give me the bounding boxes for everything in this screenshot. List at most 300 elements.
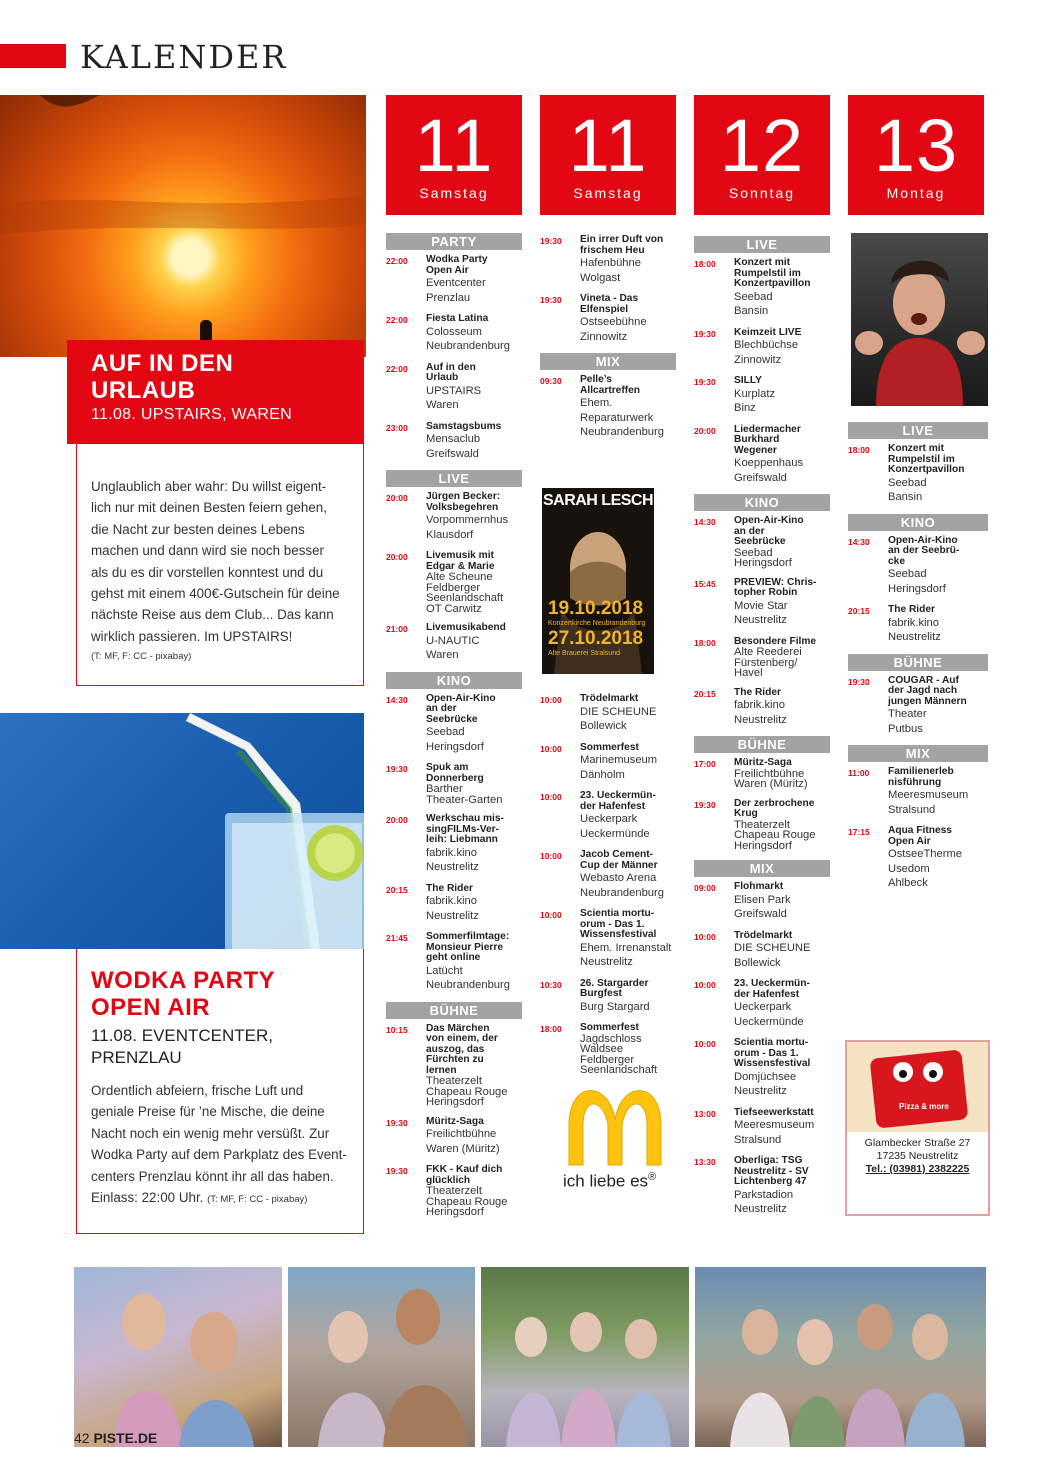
festival-photo-1 bbox=[74, 1267, 282, 1447]
event-body bbox=[426, 1165, 522, 1218]
event-venue: Neustrelitz bbox=[734, 1085, 787, 1097]
event-venue: Theater bbox=[888, 708, 927, 720]
header-accent-bar bbox=[0, 44, 66, 68]
event-name: Scientia mortu- bbox=[580, 908, 655, 919]
festival-photo-3 bbox=[481, 1267, 689, 1447]
artist-portrait-photo bbox=[851, 233, 988, 406]
event-body bbox=[734, 799, 830, 852]
event-venue: Webasto Arena bbox=[580, 872, 657, 884]
event-name: 26. Stargarder bbox=[580, 977, 649, 989]
event-body bbox=[580, 1023, 676, 1076]
event-venue: UPSTAIRS bbox=[426, 384, 482, 397]
event-name: Aqua Fitness bbox=[888, 825, 952, 836]
event-entry bbox=[386, 763, 522, 805]
event-venue: Heringsdorf bbox=[888, 582, 946, 595]
event-venue: fabrik.kino bbox=[734, 699, 785, 711]
feature-wodka-title-2: OPEN AIR bbox=[91, 994, 211, 1021]
event-name: singFILMs-Ver- bbox=[426, 823, 500, 835]
event-body bbox=[734, 1038, 830, 1099]
drink-photo bbox=[0, 713, 364, 949]
event-entry bbox=[848, 605, 988, 645]
event-name: auszog, das bbox=[426, 1043, 485, 1055]
date-card-4 bbox=[848, 95, 984, 215]
event-name: Open-Air-Kino bbox=[734, 515, 804, 526]
event-venue: Neustrelitz bbox=[734, 614, 787, 626]
event-entry bbox=[386, 1165, 522, 1218]
event-time: 20:15 bbox=[386, 884, 408, 895]
event-name: Oberliga: TSG bbox=[734, 1155, 803, 1166]
event-name: Besondere Filme bbox=[734, 635, 817, 647]
event-body bbox=[734, 931, 830, 971]
event-name: Open-Air-Kino bbox=[888, 534, 958, 546]
event-name: The Rider bbox=[888, 604, 935, 615]
event-venue: Putbus bbox=[888, 722, 923, 735]
event-venue: Heringsdorf bbox=[734, 557, 792, 569]
event-entry bbox=[694, 516, 830, 569]
event-time: 10:30 bbox=[540, 979, 562, 990]
event-time: 10:00 bbox=[540, 695, 562, 705]
event-body bbox=[734, 688, 830, 728]
event-name: lernen bbox=[426, 1064, 457, 1076]
event-venue: Freilichtbühne bbox=[426, 1128, 497, 1140]
event-venue: Seebad bbox=[888, 568, 927, 580]
event-name: Open Air bbox=[888, 835, 931, 847]
event-venue: Elisen Park bbox=[734, 893, 791, 906]
date-number: 13 bbox=[873, 104, 959, 187]
event-time: 19:30 bbox=[386, 764, 408, 774]
event-time: 20:00 bbox=[386, 552, 408, 562]
event-venue: Seenlandschaft bbox=[580, 1064, 658, 1076]
event-venue: Colosseum bbox=[426, 325, 482, 338]
event-name: Jacob Cement- bbox=[580, 849, 654, 860]
event-body bbox=[734, 376, 830, 416]
feature-upstairs-title-1: AUF IN DEN bbox=[91, 350, 234, 377]
event-time: 14:30 bbox=[848, 536, 870, 547]
event-venue: Heringsdorf bbox=[426, 740, 484, 753]
date-card-1 bbox=[386, 95, 522, 215]
event-body bbox=[734, 882, 830, 922]
event-name: Werkschau mis- bbox=[426, 813, 504, 824]
event-venue: Meeresmuseum bbox=[888, 789, 969, 801]
event-entry bbox=[540, 375, 676, 440]
event-venue: Waren bbox=[426, 399, 459, 411]
event-name: Seebrücke bbox=[426, 713, 478, 725]
event-body bbox=[734, 425, 830, 486]
event-name: an der bbox=[734, 525, 765, 537]
event-time: 11:00 bbox=[848, 768, 870, 778]
event-entry bbox=[694, 425, 830, 486]
event-body bbox=[580, 694, 676, 734]
event-time: 10:00 bbox=[540, 792, 562, 802]
event-body bbox=[426, 1117, 522, 1157]
event-name: Liedermacher bbox=[734, 423, 801, 435]
event-name: Monsieur Pierre bbox=[426, 941, 503, 953]
event-name: Der zerbrochene bbox=[734, 797, 815, 809]
event-venue: Fürstenberg/ bbox=[734, 656, 798, 669]
event-time: 20:15 bbox=[848, 606, 870, 616]
event-body bbox=[426, 422, 522, 462]
site-name: PISTE.DE bbox=[93, 1430, 158, 1446]
event-name: Samstagsbums bbox=[426, 420, 502, 432]
event-name: cke bbox=[888, 555, 905, 567]
event-name: Open-Air-Kino bbox=[426, 692, 496, 704]
event-entry bbox=[386, 255, 522, 305]
event-venue: Zinnowitz bbox=[580, 330, 628, 343]
event-venue: Neustrelitz bbox=[734, 1203, 787, 1215]
event-venue: Theaterzelt bbox=[426, 1185, 482, 1197]
feature-wodka-text: Ordentlich abfeiern, frische Luft und geniale Preise für ’ne Mische, die deine Nacht noch ein wenig mehr versüßt. Zur Wodka Party auf dem Parkplatz des Event- centers Prenzlau könnt ihr all das haben. Einlass: 22:00 Uhr. (T: MF, F: CC - pixabay) bbox=[91, 1083, 347, 1206]
category-header: KINO bbox=[848, 514, 988, 531]
event-time: 19:30 bbox=[386, 1117, 408, 1128]
mcdonalds-slogan: ich liebe es® bbox=[563, 1171, 657, 1191]
event-name: Ein irrer Duft von bbox=[580, 234, 664, 245]
event-venue: Theater-Garten bbox=[426, 793, 503, 806]
poster-title: SARAH LESCH bbox=[542, 492, 654, 509]
event-time: 14:30 bbox=[694, 517, 716, 527]
page-footer bbox=[74, 1430, 157, 1446]
calendar-column-2-bottom bbox=[540, 694, 676, 1085]
pizza-logo-icon bbox=[847, 1042, 988, 1132]
event-entry bbox=[694, 1156, 830, 1217]
festival-crowd-illustration bbox=[74, 1267, 282, 1447]
event-venue: Reparaturwerk bbox=[580, 411, 654, 424]
event-body bbox=[734, 328, 830, 368]
event-body bbox=[888, 826, 988, 891]
event-venue: Klausdorf bbox=[426, 528, 474, 541]
event-entry bbox=[694, 1108, 830, 1148]
drink-glass-illustration bbox=[0, 713, 364, 949]
airplane-silhouette bbox=[0, 95, 366, 357]
event-time: 14:30 bbox=[386, 694, 408, 705]
event-time: 15:45 bbox=[694, 578, 716, 589]
feature-wodka-credit: (T: MF, F: CC - pixabay) bbox=[207, 1194, 308, 1206]
event-venue: Freilichtbühne bbox=[734, 767, 805, 780]
event-time: 19:30 bbox=[694, 377, 716, 387]
event-entry bbox=[694, 758, 830, 790]
event-time: 10:00 bbox=[694, 931, 716, 942]
event-venue: Usedom bbox=[888, 862, 930, 875]
event-name: Urlaub bbox=[426, 372, 459, 383]
event-venue: OstseeTherme bbox=[888, 848, 962, 860]
calendar-column-4 bbox=[848, 422, 988, 900]
event-entry bbox=[386, 492, 522, 542]
event-venue: Ueckerpark bbox=[734, 1001, 792, 1013]
event-entry bbox=[694, 799, 830, 852]
event-time: 13:30 bbox=[694, 1157, 716, 1167]
event-time: 21:00 bbox=[386, 624, 408, 634]
event-entry bbox=[540, 909, 676, 970]
event-entry bbox=[386, 623, 522, 663]
event-name: Flohmarkt bbox=[734, 881, 784, 892]
event-time: 22:00 bbox=[386, 256, 408, 266]
event-name: Wissensfestival bbox=[734, 1058, 811, 1069]
pizza-address: Glambecker Straße 27 17235 Neustrelitz Tel.: (03981) 2382225 bbox=[864, 1137, 971, 1175]
event-venue: Bollewick bbox=[734, 956, 781, 969]
event-name: Tiefseewerkstatt bbox=[734, 1106, 814, 1118]
event-venue: Latücht bbox=[426, 964, 463, 977]
event-name: Keimzeit LIVE bbox=[734, 326, 802, 338]
event-entry bbox=[694, 688, 830, 728]
event-time: 21:45 bbox=[386, 933, 408, 943]
event-entry bbox=[540, 694, 676, 734]
event-name: jungen Männern bbox=[888, 695, 967, 707]
category-header: MIX bbox=[540, 353, 676, 370]
event-name: FKK - Kauf dich bbox=[426, 1164, 503, 1175]
event-venue: Stralsund bbox=[734, 1133, 782, 1146]
event-venue: Chapeau Rouge bbox=[426, 1195, 508, 1208]
event-venue: Greifswald bbox=[734, 908, 787, 920]
event-name: Edgar & Marie bbox=[426, 560, 495, 572]
event-entry bbox=[848, 676, 988, 737]
event-name: Vineta - Das bbox=[580, 293, 639, 304]
festival-crowd-illustration bbox=[288, 1267, 475, 1447]
feature-upstairs-title-2: URLAUB bbox=[91, 377, 196, 404]
event-name: The Rider bbox=[734, 686, 781, 698]
category-header: MIX bbox=[694, 860, 830, 877]
poster-venue-1: Konzertkirche Neubrandenburg bbox=[548, 620, 646, 627]
event-body bbox=[888, 444, 988, 505]
event-name: 23. Ueckermün- bbox=[734, 978, 810, 989]
event-name: Elfenspiel bbox=[580, 303, 629, 315]
event-name: glücklich bbox=[426, 1174, 471, 1186]
event-body bbox=[580, 791, 676, 841]
event-name: The Rider bbox=[426, 882, 473, 894]
event-body bbox=[426, 623, 522, 663]
event-venue: Neubrandenburg bbox=[580, 426, 664, 438]
event-entry bbox=[694, 328, 830, 368]
event-time: 18:00 bbox=[848, 445, 870, 455]
event-body bbox=[426, 314, 522, 354]
event-name: SILLY bbox=[734, 375, 762, 386]
event-venue: Neubrandenburg bbox=[580, 886, 664, 899]
event-time: 10:00 bbox=[694, 1039, 716, 1049]
event-name: Wissensfestival bbox=[580, 929, 657, 940]
event-body bbox=[734, 637, 830, 679]
event-name: der Jagd nach bbox=[888, 685, 958, 696]
calendar-column-2-top bbox=[540, 235, 676, 449]
event-venue: Barther bbox=[426, 783, 463, 795]
event-venue: Vorpommernhus bbox=[426, 514, 509, 526]
event-time: 18:00 bbox=[540, 1024, 562, 1034]
event-name: Livemusikabend bbox=[426, 622, 506, 633]
category-header: BÜHNE bbox=[694, 736, 830, 753]
mcdonalds-ad bbox=[555, 1085, 680, 1195]
event-name: nisführung bbox=[888, 776, 942, 788]
event-name: Das Märchen bbox=[426, 1022, 490, 1034]
page-number: 42 bbox=[74, 1430, 90, 1446]
date-weekday: Samstag bbox=[419, 185, 489, 201]
event-venue: Neubrandenburg bbox=[426, 979, 510, 991]
event-name: Lichtenberg 47 bbox=[734, 1176, 807, 1187]
event-time: 18:00 bbox=[694, 259, 716, 269]
event-time: 20:15 bbox=[694, 688, 716, 699]
event-venue: Seebad bbox=[888, 476, 927, 489]
event-entry bbox=[386, 551, 522, 614]
event-time: 19:30 bbox=[694, 799, 716, 810]
event-venue: Alte Scheune bbox=[426, 571, 493, 583]
event-entry bbox=[694, 931, 830, 971]
category-header: KINO bbox=[694, 494, 830, 511]
event-venue: Neustrelitz bbox=[734, 713, 787, 726]
feature-wodka-header bbox=[91, 967, 353, 1069]
event-venue: DIE SCHEUNE bbox=[580, 705, 657, 718]
date-weekday: Montag bbox=[886, 185, 946, 201]
event-body bbox=[426, 814, 522, 875]
event-venue: Alte Reederei bbox=[734, 646, 802, 658]
event-name: Cup der Männer bbox=[580, 859, 658, 871]
event-name: Rumpelstil im bbox=[888, 453, 955, 465]
event-name: Livemusik mit bbox=[426, 550, 494, 561]
event-name: Burgfest bbox=[580, 988, 622, 999]
event-time: 17:00 bbox=[694, 759, 716, 769]
event-venue: Neubrandenburg bbox=[426, 340, 510, 352]
event-time: 18:00 bbox=[694, 637, 716, 648]
date-number: 12 bbox=[719, 104, 805, 187]
poster-date-1: 19.10.2018 bbox=[548, 598, 644, 619]
event-entry bbox=[540, 235, 676, 285]
event-venue: Mensaclub bbox=[426, 433, 481, 445]
date-card-3 bbox=[694, 95, 830, 215]
event-venue: DIE SCHEUNE bbox=[734, 942, 811, 954]
event-time: 17:15 bbox=[848, 827, 870, 837]
event-name: Krug bbox=[734, 808, 758, 819]
event-venue: Greifswald bbox=[734, 471, 787, 484]
event-venue: Waldsee bbox=[580, 1043, 624, 1055]
event-name: orum - Das 1. bbox=[734, 1047, 799, 1059]
event-name: Sommerfilmtage: bbox=[426, 931, 510, 942]
event-name: Scientia mortu- bbox=[734, 1037, 809, 1048]
event-name: der Hafenfest bbox=[580, 800, 646, 812]
event-name: Pelle’s bbox=[580, 374, 612, 385]
event-name: frischem Heu bbox=[580, 244, 645, 256]
category-header: LIVE bbox=[386, 470, 522, 487]
event-entry bbox=[848, 444, 988, 505]
event-entry bbox=[540, 791, 676, 841]
event-name: Sommerfest bbox=[580, 741, 639, 753]
event-body bbox=[580, 375, 676, 440]
event-venue: Prenzlau bbox=[426, 291, 471, 304]
event-venue: Wolgast bbox=[580, 271, 621, 284]
page-title: KALENDER bbox=[80, 38, 288, 76]
category-header: PARTY bbox=[386, 233, 522, 250]
event-venue: Seenlandschaft bbox=[426, 592, 504, 604]
event-entry bbox=[386, 1117, 522, 1157]
event-venue: Waren (Müritz) bbox=[734, 778, 808, 790]
event-name: Allcartreffen bbox=[580, 384, 641, 396]
event-venue: U-NAUTIC bbox=[426, 634, 480, 647]
event-name: Konzertpavillon bbox=[888, 464, 965, 475]
event-time: 10:00 bbox=[694, 980, 716, 990]
event-name: Trödelmarkt bbox=[580, 693, 639, 704]
event-time: 19:30 bbox=[540, 236, 562, 246]
event-time: 20:00 bbox=[694, 425, 716, 436]
event-name: Neustrelitz - SV bbox=[734, 1165, 809, 1177]
event-venue: Chapeau Rouge bbox=[426, 1085, 508, 1098]
event-entry bbox=[386, 314, 522, 354]
event-body bbox=[888, 605, 988, 645]
event-entry bbox=[386, 932, 522, 993]
event-body bbox=[580, 979, 676, 1015]
category-header: LIVE bbox=[848, 422, 988, 439]
event-body bbox=[888, 767, 988, 817]
event-entry bbox=[540, 743, 676, 783]
sarah-lesch-poster bbox=[542, 488, 654, 674]
event-name: COUGAR - Auf bbox=[888, 674, 959, 686]
event-time: 10:15 bbox=[386, 1024, 408, 1035]
feature-wodka-title-1: WODKA PARTY bbox=[91, 967, 276, 994]
event-name: Fürchten zu bbox=[426, 1054, 484, 1065]
event-name: Müritz-Saga bbox=[426, 1115, 484, 1127]
event-name: Rumpelstil im bbox=[734, 267, 801, 279]
event-time: 10:00 bbox=[540, 851, 562, 861]
event-body bbox=[734, 578, 830, 628]
event-body bbox=[426, 255, 522, 305]
event-name: von einem, der bbox=[426, 1033, 498, 1044]
event-venue: Ehem. Irrenanstalt bbox=[580, 941, 672, 954]
event-name: Auf in den bbox=[426, 361, 476, 373]
event-entry bbox=[848, 767, 988, 817]
category-header: BÜHNE bbox=[848, 654, 988, 671]
category-header: BÜHNE bbox=[386, 1002, 522, 1019]
event-body bbox=[580, 235, 676, 285]
event-venue: Bollewick bbox=[580, 720, 627, 732]
event-body bbox=[888, 536, 988, 597]
event-name: an der Seebrü- bbox=[888, 545, 960, 556]
event-time: 19:30 bbox=[540, 295, 562, 305]
event-body bbox=[426, 884, 522, 924]
event-name: Volksbegehren bbox=[426, 501, 499, 513]
event-time: 23:00 bbox=[386, 422, 408, 433]
event-name: Jürgen Becker: bbox=[426, 491, 501, 502]
event-venue: Neustrelitz bbox=[426, 909, 479, 922]
event-body bbox=[734, 758, 830, 790]
event-venue: Koeppenhaus bbox=[734, 457, 804, 469]
event-entry bbox=[694, 258, 830, 319]
event-venue: Blechbüchse bbox=[734, 339, 799, 351]
event-time: 19:30 bbox=[694, 328, 716, 339]
event-body bbox=[426, 932, 522, 993]
event-name: Sommerfest bbox=[580, 1022, 639, 1033]
pizza-logo-text: Pizza & more bbox=[899, 1102, 949, 1111]
calendar-column-1 bbox=[386, 233, 522, 1227]
event-entry bbox=[386, 422, 522, 462]
feature-upstairs-credit: (T: MF, F: CC - pixabay) bbox=[91, 651, 192, 663]
event-time: 09:30 bbox=[540, 376, 562, 386]
event-venue: Kurplatz bbox=[734, 387, 776, 400]
event-entry bbox=[386, 363, 522, 413]
event-time: 20:00 bbox=[386, 493, 408, 503]
date-weekday: Samstag bbox=[573, 185, 643, 201]
event-body bbox=[580, 743, 676, 783]
event-body bbox=[580, 850, 676, 900]
event-venue: Neustrelitz bbox=[888, 631, 941, 643]
event-name: der Hafenfest bbox=[734, 988, 800, 1000]
event-name: an der bbox=[426, 703, 457, 714]
event-venue: Feldberger bbox=[426, 581, 481, 594]
event-venue: Neustrelitz bbox=[580, 956, 633, 968]
event-body bbox=[734, 258, 830, 319]
event-name: Burkhard bbox=[734, 434, 780, 445]
event-venue: Ueckermünde bbox=[580, 827, 650, 840]
event-body bbox=[426, 492, 522, 542]
event-venue: Ueckermünde bbox=[734, 1015, 804, 1028]
event-body bbox=[580, 294, 676, 344]
festival-photo-4 bbox=[695, 1267, 986, 1447]
event-venue: Ehem. bbox=[580, 397, 613, 409]
event-venue: Binz bbox=[734, 402, 756, 414]
event-venue: Movie Star bbox=[734, 599, 788, 612]
category-header: LIVE bbox=[694, 236, 830, 253]
